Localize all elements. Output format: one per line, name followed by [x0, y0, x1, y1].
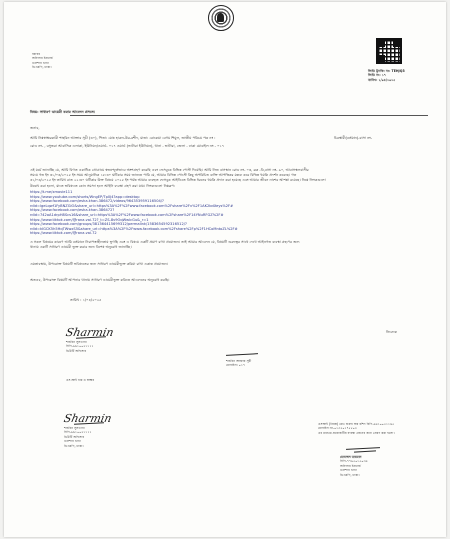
signatory-line: শাহরিন সুলতানা	[64, 426, 85, 430]
duty-officer-signature-block	[66, 326, 113, 353]
paragraph-line: সময়ে গত ইং ৩১/০৩/২০২৫ ইং সময় আনুমানিক ১৮:৩০ ঘটিকার সময় জানতে পারি যে, আমার বিভিন্ন পোস্টে কিছু অপরিচিত ব্যক্তি আপত্তিকর মন্তব্য করে বিভিন্ন হুমকি প্রদর্শন করেছে। গত	[30, 173, 297, 178]
signatory-line: মোহাম্মদ তায়মান	[340, 455, 362, 459]
receiver-line: গুলশান থানা	[32, 60, 49, 65]
salutation: জনাব,	[30, 126, 40, 130]
body-paragraph	[30, 168, 430, 189]
handwritten-signature: Sharmin	[64, 326, 115, 339]
gd-reference-block	[368, 69, 405, 82]
qr-code-icon	[376, 38, 402, 64]
signatory-line: অফিসার ইনচার্জ	[340, 463, 361, 468]
evidence-links-list	[30, 190, 238, 236]
gd-date: তারিখ: ১/০৪/২০২৫	[368, 77, 396, 82]
signatory-line: বিপি-৯৬১০০২১১১১	[66, 344, 94, 349]
evidence-link[interactable]: rdid=kIGCK5h5HqTWwxS5&share_url=https%3A%2F%2Fwww.facebook.com%2Fshare%2Fp%2F1HCoMntoZL%2F#	[30, 226, 238, 231]
subject-line: বিষয়: সাধারণ ডায়েরী করার আবেদন প্রসঙ্গে।	[30, 110, 96, 114]
signatory-line: ডিএমপি, ঢাকা।	[64, 443, 84, 448]
evidence-link[interactable]: rdid=742oA1drpH8Scs16&share_url=https%3A%2F%2Fwww.facebook.com%2Fshare%2F14YNuRFGZ%2F#	[30, 212, 224, 217]
duty-officer-forward-signature-block	[64, 412, 111, 448]
signatory-line: গুলশান থানা	[64, 439, 81, 444]
signatory-line: বিপি-৯৬১০০২১১১১	[64, 430, 92, 435]
received-note: এস.আই নাম ও স্বাক্ষর	[66, 378, 95, 382]
paragraph-line: এই মর্মে জানাচ্ছি যে, আমি বিগত একাধিক প্রোগ্রামে স্বতঃস্ফূর্তভাবে অংশগ্রহণ করেছি এবং ফেসবুকে বিভিন্ন পোস্ট দিয়েছি। আমি নিজ বাসস্থান রোড নং- ০৩, ব্লক -বি,বাসা নং- ৯০, আবাসস্থলবাসীর	[30, 168, 309, 172]
evidence-link[interactable]: https://www.facebook.com/esha.khan.386472?	[30, 208, 115, 213]
evidence-link[interactable]: https://t.me/xmovie111	[30, 190, 73, 194]
note-line: এসআই (নিরস্ত্র) মোঃ হারুন অর রশিদ বিপি-৯৬১০০২১১৬৫	[318, 422, 395, 426]
gd-document	[4, 2, 446, 537]
evidence-link[interactable]: https://www.tiktok.com/@rana.vai.72?_t=ZS-8v9OqWwlcGu&_r=1	[30, 217, 149, 222]
paragraph-line: থানায় একটি সাধারণ ডায়েরী ভুক্ত করার জন্য বিশেষ অনুরোধ জানাচ্ছি।	[30, 245, 132, 250]
signatory-line: ডিএমপি, ঢাকা।	[340, 472, 360, 477]
receiver-line: অফিসার ইনচার্জ	[32, 56, 53, 61]
evidence-link[interactable]: rdid=lgeLqwf1FyBNZGiO&share_url=https%3A%2F%2Fwww.facebook.com%2Fshare%2Fv%2F1AK2bdXeys%2F#	[30, 203, 234, 208]
application-date: তারিখ : ১/০৪/২০২৫	[70, 298, 102, 302]
paragraph-line: উল্লেখ করা হলো, যাতে ভবিষ্যতে কোন সমস্যা হলে আইনি ব্যবস্থা গ্রহণ করা যায়। লিংকগুলো নিম্নরূপ:	[30, 183, 176, 188]
government-seal-icon	[208, 5, 234, 31]
gd-tracking-number: জিডি ট্র্যাকিং নং: TEHJQ3	[368, 69, 405, 73]
signature-stroke	[354, 450, 376, 452]
officer-in-charge-signature-block	[340, 448, 380, 477]
applicant-signature-block	[226, 354, 258, 368]
signature-stroke	[226, 353, 258, 356]
evidence-link[interactable]: https://www.facebook.com/esha.khan.386472/videos/964353959116504/?	[30, 199, 164, 204]
applicant-address-line: রোড নং- , বসুন্ধরা আবাসিক এলাকা, ইউনিয়ন/ওয়ার্ড- ০১৭ ওয়ার্ড (ভাটারা ইউনিয়ন), থানা - ভাটারা, জেলা - ঢাকা মোবাইল নং - ০১৭	[30, 144, 225, 148]
evidence-link[interactable]: https://www.facebook.com/groups/381364415699312/permalink/1583654592316512/?	[30, 222, 187, 227]
handwritten-signature: Sharmin	[62, 412, 113, 425]
signatory-line: মোবাইল: ০১৭	[226, 363, 246, 368]
subject-divider	[70, 115, 428, 116]
receiver-line: ডিএমপি, ঢাকা।	[32, 65, 52, 70]
gd-number: জিডি নং: ১৭	[368, 73, 386, 78]
sincerely-label: নিবেদক	[386, 330, 398, 334]
note-line: এর মাধ্যমে প্রয়োজনীয় ব্যবস্থা গ্রহণের জন্য প্রেরণ করা হলো।	[318, 430, 395, 435]
paragraph-line: ৩১/০৩/২০২৫ ইং তারিখ রাত ২২:৩০ ঘটিকার উক্ত বিষয়ে ২০২৫ ইং পর্যন্ত আমার ব্যবহৃত ফেসবুক আইডিতে বিভিন্ন ধরনের হুমকি প্রদান করা হয়েছে এবং আমার জীবন নাশের আশঙ্কা রয়েছে। নিম্নে লিংকগুলো	[30, 178, 326, 183]
signatory-line: গুলশান থানা	[340, 468, 357, 473]
applicant-address-label: চিরস্থায়ী(বর্তমান)-বাসা নং-	[334, 136, 373, 140]
signatory-line: ডিউটি অফিসার	[64, 434, 85, 439]
signatory-line: বিপি-৭৭৯৫০১৫০৩৬	[340, 459, 368, 464]
signatory-line: ডিউটি অফিসার	[66, 348, 87, 353]
officer-forwarding-note	[318, 422, 395, 435]
receiver-line: বরাবর	[32, 52, 40, 56]
paragraph-line: এ সকল বিষয়ের কারণে আমি বর্তমানে নিরাপত্তাহীনতায় ভুগছি এবং এ বিষয়ে একটি প্রমাণ রাখা প্রয়োজন। তাই আমার আবেদন যে, বিষয়টি গুরুত্বের সাথে দেখে আইনগত ব্যবস্থা গ্রহণের জন্য	[30, 240, 300, 244]
body-paragraph	[30, 240, 430, 250]
receiver-block	[32, 52, 53, 70]
evidence-link[interactable]: https://www.youtube.com/shorts/WngEP/Tp0J4?app=desktop	[30, 194, 140, 199]
applicant-identity-line: আমি নিম্নস্বাক্ষরকারী শাহরিন আক্তার সূচী (৩০), পিতা: মোঃ হারুন-উর-রশীদ, মাতা: রোকেয়া বেগম শিমুল, জাতীয় পরিচয় পত্র নং :	[30, 136, 216, 140]
evidence-link[interactable]: https://www.tiktok.com/@rana.vai.72	[30, 231, 97, 236]
body-paragraph: এমতাবস্থায়, উপরোক্ত বিষয়টি ভবিষ্যতের জন্য সাধারণ ডায়েরীভুক্ত করিয়া রাখা একান্ত প্রয়োজন।	[30, 262, 168, 266]
note-line: মোবাইল নং-০১৩২০১৭৫৫০৩	[318, 426, 357, 431]
signatory-line: শাহরিন আক্তার সূচী	[226, 359, 252, 363]
body-paragraph: অতএব, উপরোক্ত বিষয়টি আপনার থানায় সাধারণ ডায়েরীভুক্ত করিতে আবেদনের অনুরোধ করছি।	[30, 278, 170, 282]
signatory-line: শাহরিন সুলতানা	[66, 340, 87, 344]
